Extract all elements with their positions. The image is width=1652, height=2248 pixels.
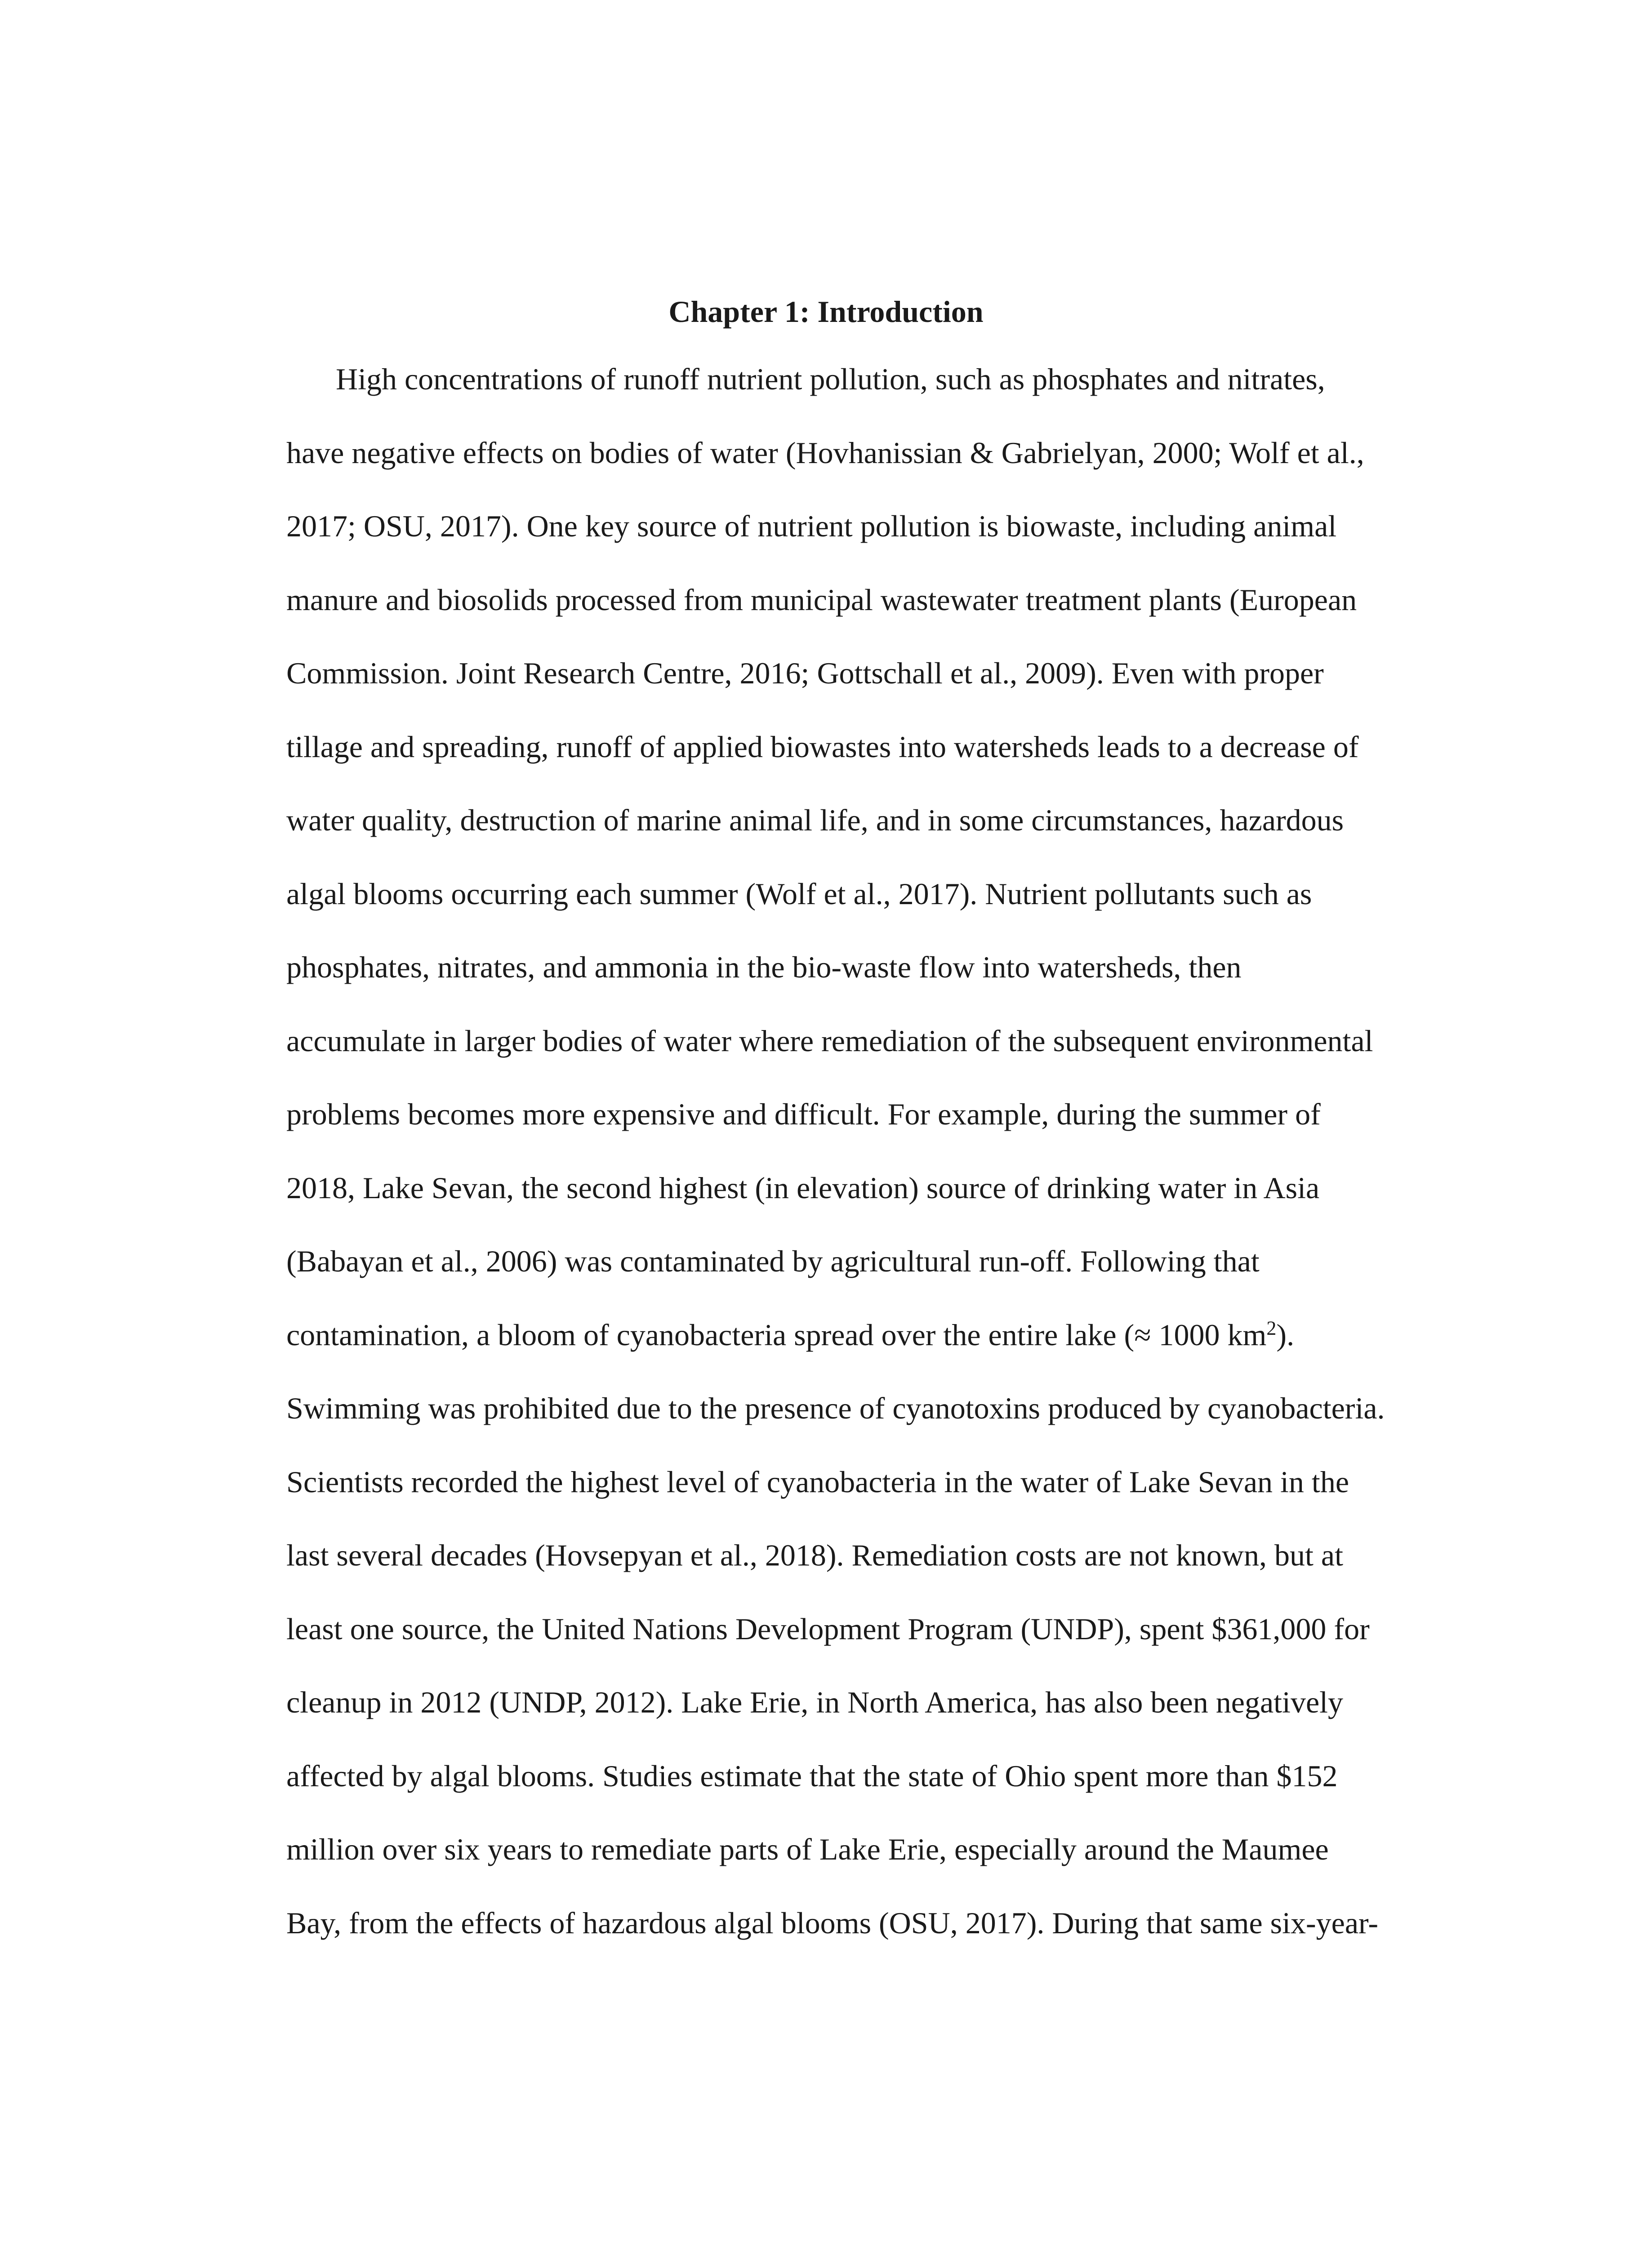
paragraph-line: have negative effects on bodies of water (Hovhanissian & Gabrielyan, 2000; Wolf et al., [286,435,1364,470]
paragraph-line: algal blooms occurring each summer (Wolf et al., 2017). Nutrient pollutants such as [286,876,1312,911]
paragraph-line: High concentrations of runoff nutrient pollution, such as phosphates and nitrates, [336,362,1325,396]
paragraph-line-suffix: ). [1276,1317,1295,1352]
paragraph-line: least one source, the United Nations Development Program (UNDP), spent $361,000 for [286,1611,1370,1646]
paragraph-line: 2017; OSU, 2017). One key source of nutrient pollution is biowaste, including animal [286,509,1337,543]
paragraph-line [286,1313,1437,1387]
paragraph-line: cleanup in 2012 (UNDP, 2012). Lake Erie, in North America, has also been negatively [286,1685,1344,1719]
paragraph-line: affected by algal blooms. Studies estimate that the state of Ohio spent more than $152 [286,1758,1338,1793]
paragraph-line: manure and biosolids processed from municipal wastewater treatment plants (European [286,582,1357,617]
paragraph-line: accumulate in larger bodies of water where remediation of the subsequent environmental [286,1023,1373,1058]
body-paragraph [286,357,1437,1975]
paragraph-line-text: contamination, a bloom of cyanobacteria spread over the entire lake (≈ 1000 km [286,1317,1267,1352]
superscript: 2 [1266,1316,1277,1339]
paragraph-line: problems becomes more expensive and difficult. For example, during the summer of [286,1097,1321,1131]
chapter-title: Chapter 1: Introduction [668,294,984,329]
paragraph-line: (Babayan et al., 2006) was contaminated by agricultural run-off. Following that [286,1244,1260,1278]
paragraph-line: 2018, Lake Sevan, the second highest (in elevation) source of drinking water in Asia [286,1170,1320,1205]
paragraph-line: water quality, destruction of marine animal life, and in some circumstances, hazardous [286,803,1344,837]
paragraph-line: Bay, from the effects of hazardous algal blooms (OSU, 2017). During that same six-year- [286,1905,1378,1940]
paragraph-line: Swimming was prohibited due to the presence of cyanotoxins produced by cyanobacteria. [286,1391,1385,1425]
paragraph-line: tillage and spreading, runoff of applied biowastes into watersheds leads to a decrease of [286,729,1359,764]
paragraph-line: Scientists recorded the highest level of cyanobacteria in the water of Lake Sevan in the [286,1464,1349,1499]
paragraph-line: million over six years to remediate parts of Lake Erie, especially around the Maumee [286,1832,1329,1866]
paragraph-line: phosphates, nitrates, and ammonia in the bio-waste flow into watersheds, then [286,950,1242,984]
paragraph-line: last several decades (Hovsepyan et al., 2018). Remediation costs are not known, but at [286,1538,1343,1572]
paragraph-line: Commission. Joint Research Centre, 2016; Gottschall et al., 2009). Even with proper [286,656,1324,690]
